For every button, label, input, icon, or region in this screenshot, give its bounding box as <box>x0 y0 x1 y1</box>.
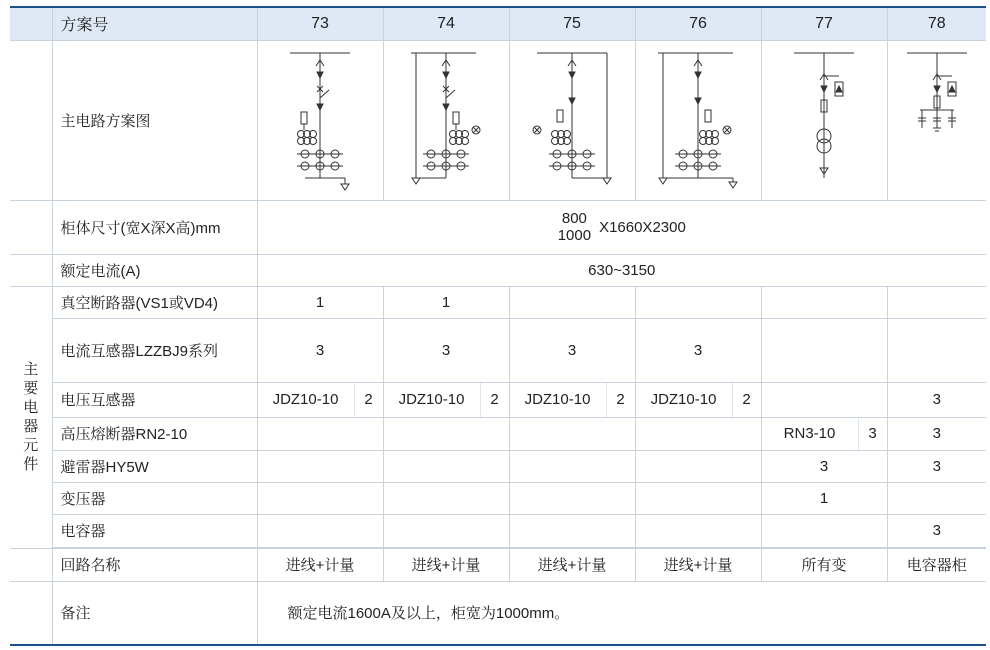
breaker-75 <box>509 286 635 318</box>
scheme-number-76: 76 <box>635 7 761 40</box>
scheme-number-73: 73 <box>257 7 383 40</box>
ct-75: 3 <box>509 318 635 382</box>
scheme-number-label: 方案号 <box>52 7 257 40</box>
circuit-78: 电容器柜 <box>887 548 986 581</box>
circuit-diagram-77 <box>789 48 859 193</box>
pt-76: JDZ10-10 2 <box>635 382 761 417</box>
breaker-74: 1 <box>383 286 509 318</box>
ct-78 <box>887 318 986 382</box>
ct-73: 3 <box>257 318 383 382</box>
fuse-75 <box>509 417 635 450</box>
header-corner <box>10 7 52 40</box>
ct-77 <box>761 318 887 382</box>
circuit-76: 进线+计量 <box>635 548 761 581</box>
cabinet-width-1000: 1000 <box>557 227 592 244</box>
capacitor-label: 电容器 <box>52 514 257 547</box>
breaker-76 <box>635 286 761 318</box>
cabinet-size-value <box>257 200 986 254</box>
current-transformer-row <box>10 318 986 382</box>
main-components-group: 主 要 电 器 元 件 <box>10 286 52 548</box>
fuse-76 <box>635 417 761 450</box>
breaker-77 <box>761 286 887 318</box>
pt-78: 3 <box>887 382 986 417</box>
breaker-73: 1 <box>257 286 383 318</box>
transformer-row <box>10 482 986 514</box>
rated-current-row <box>10 254 986 286</box>
fuse-row <box>10 417 986 450</box>
transformer-label: 变压器 <box>52 482 257 514</box>
breaker-row <box>10 286 986 318</box>
transformer-77: 1 <box>761 482 887 514</box>
diagram-label: 主电路方案图 <box>52 40 257 200</box>
cabinet-width-800: 800 <box>561 210 587 227</box>
circuit-name-label: 回路名称 <box>52 548 257 581</box>
breaker-label: 真空断路器(VS1或VD4) <box>52 286 257 318</box>
header-row <box>10 7 986 40</box>
diagram-78 <box>887 40 986 200</box>
capacitor-78: 3 <box>887 514 986 547</box>
pt-75: JDZ10-10 2 <box>509 382 635 417</box>
diagram-73 <box>257 40 383 200</box>
cabinet-depth-height: X1660X2300 <box>599 218 686 236</box>
diagram-row <box>10 40 986 200</box>
circuit-diagram-75 <box>527 48 617 193</box>
circuit-diagram-74 <box>406 48 486 193</box>
arrester-77: 3 <box>761 450 887 482</box>
remark-row <box>10 581 986 645</box>
pt-73: JDZ10-10 2 <box>257 382 383 417</box>
scheme-number-77: 77 <box>761 7 887 40</box>
ct-76: 3 <box>635 318 761 382</box>
diagram-75 <box>509 40 635 200</box>
fuse-77: RN3-10 3 <box>761 417 887 450</box>
diagram-76 <box>635 40 761 200</box>
scheme-table <box>10 6 986 646</box>
fuse-78: 3 <box>887 417 986 450</box>
breaker-78 <box>887 286 986 318</box>
circuit-73: 进线+计量 <box>257 548 383 581</box>
circuit-name-row <box>10 548 986 581</box>
diagram-74 <box>383 40 509 200</box>
cabinet-size-label: 柜体尺寸(宽X深X高)mm <box>52 200 257 254</box>
circuit-74: 进线+计量 <box>383 548 509 581</box>
scheme-number-78: 78 <box>887 7 986 40</box>
capacitor-row <box>10 514 986 547</box>
scheme-number-75: 75 <box>509 7 635 40</box>
fuse-label: 高压熔断器RN2-10 <box>52 417 257 450</box>
diagram-77 <box>761 40 887 200</box>
pt-74: JDZ10-10 2 <box>383 382 509 417</box>
cabinet-size-row <box>10 200 986 254</box>
circuit-diagram-78 <box>902 48 972 193</box>
pt-77 <box>761 382 887 417</box>
fuse-73 <box>257 417 383 450</box>
remark-label: 备注 <box>52 581 257 645</box>
voltage-transformer-label: 电压互感器 <box>52 382 257 417</box>
current-transformer-label: 电流互感器LZZBJ9系列 <box>52 318 257 382</box>
circuit-77: 所有变 <box>761 548 887 581</box>
ct-74: 3 <box>383 318 509 382</box>
circuit-diagram-73 <box>285 48 355 193</box>
arrester-row <box>10 450 986 482</box>
scheme-number-74: 74 <box>383 7 509 40</box>
voltage-transformer-row <box>10 382 986 417</box>
circuit-diagram-76 <box>653 48 743 193</box>
rated-current-value: 630~3150 <box>257 254 986 286</box>
rated-current-label: 额定电流(A) <box>52 254 257 286</box>
fuse-74 <box>383 417 509 450</box>
circuit-75: 进线+计量 <box>509 548 635 581</box>
remark-text: 额定电流1600A及以上，柜宽为1000mm。 <box>257 581 986 645</box>
arrester-78: 3 <box>887 450 986 482</box>
arrester-label: 避雷器HY5W <box>52 450 257 482</box>
